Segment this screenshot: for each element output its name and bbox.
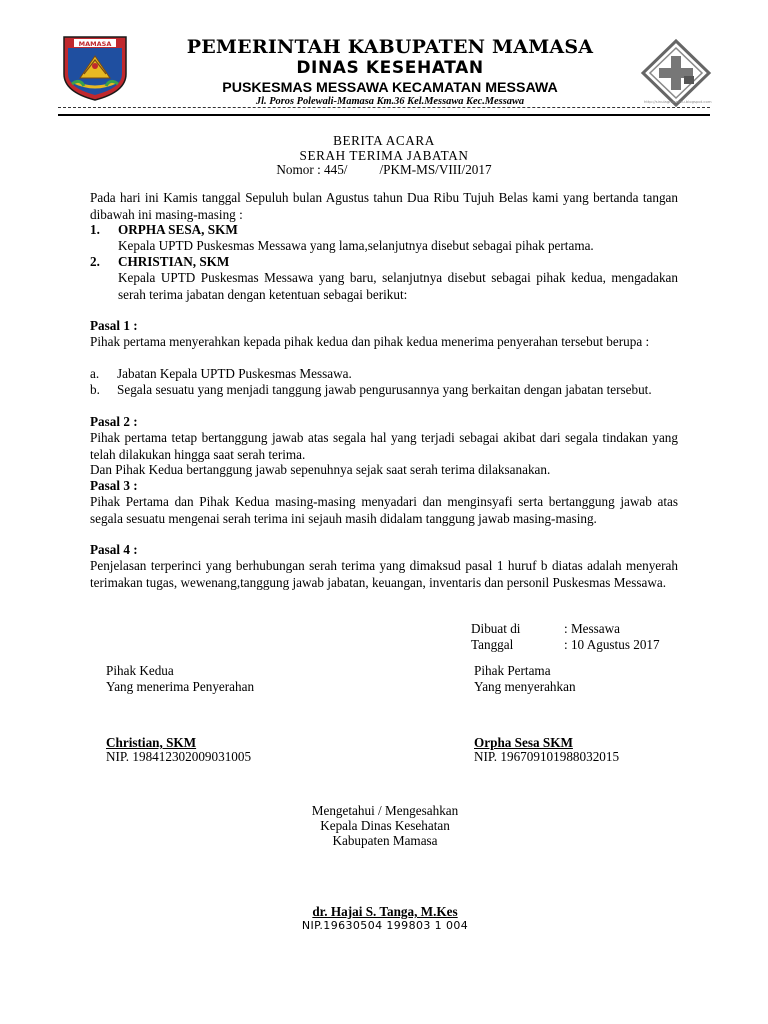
party-1-name: ORPHA SESA, SKM (118, 222, 238, 237)
document-subtitle: SERAH TERIMA JABATAN (299, 148, 469, 163)
approval-line-3: Kabupaten Mamasa (332, 833, 438, 848)
date-label: Tanggal (471, 637, 514, 652)
letterhead-puskesmas: PUSKESMAS MESSAWA KECAMATAN MESSAWA (222, 80, 558, 96)
left-signatory-name: Christian, SKM (106, 735, 197, 750)
document-title: BERITA ACARA (333, 133, 435, 148)
pasal-3-text: Pihak Pertama dan Pihak Kedua masing-masing menyadari dan menginsyafi serta bertanggung jawab atas segala sesuatu mengenai serah terima ini sejauh masih didalam tanggung jawab masing-masing. (90, 494, 678, 526)
letterhead-solid-rule (58, 114, 710, 116)
party-1-number: 1. (90, 222, 100, 237)
document-number (0, 162, 768, 179)
letterhead-department: DINAS KESEHATAN (296, 58, 484, 78)
approval-line-1: Mengetahui / Mengesahkan (311, 803, 459, 818)
made-in-value: : Messawa (564, 621, 621, 636)
pasal-1-item-b: Segala sesuatu yang menjadi tanggung jawab pengurusannya yang berkaitan dengan jabatan tersebut. (117, 382, 652, 397)
right-party-role: Pihak Pertama (474, 663, 551, 678)
pasal-2-heading: Pasal 2 : (90, 414, 138, 429)
pasal-2-text-2: Dan Pihak Kedua bertanggung jawab sepenuhnya sejak saat serah terima dilaksanakan. (90, 462, 551, 477)
party-2-description: Kepala UPTD Puskesmas Messawa yang baru, selanjutnya disebut sebagai pihak kedua, mengadakan serah terima jabatan dengan ketentuan sebagai berikut: (118, 270, 678, 302)
pasal-4-text: Penjelasan terperinci yang berhubungan serah terima yang dimaksud pasal 1 huruf b diatas adalah menyerah terimakan tugas, wewenang,tanggung jawab jabatan, keuangan, inventaris dan personil Puskesmas Messawa. (90, 558, 678, 590)
party-2-name: CHRISTIAN, SKM (118, 254, 230, 269)
document-number-prefix: Nomor : 445/ (276, 162, 348, 177)
document-number-suffix: /PKM-MS/VIII/2017 (379, 162, 492, 177)
left-party-role-2: Yang menerima Penyerahan (106, 679, 255, 694)
pasal-4-heading: Pasal 4 : (90, 542, 138, 557)
left-signatory-nip: NIP. 198412302009031005 (106, 749, 252, 764)
date-value: : 10 Agustus 2017 (564, 637, 660, 652)
pasal-1-item-a-mark: a. (90, 366, 100, 381)
pasal-1-item-b-mark: b. (90, 382, 100, 397)
right-signatory-nip: NIP. 196709101988032015 (474, 749, 620, 764)
regency-crest-icon (60, 34, 130, 102)
made-in-label: Dibuat di (471, 621, 521, 636)
health-cross-icon (640, 38, 712, 108)
approval-signatory-name: dr. Hajai S. Tanga, M.Kes (312, 904, 458, 919)
party-1-description: Kepala UPTD Puskesmas Messawa yang lama,selanjutnya disebut sebagai pihak pertama. (118, 238, 594, 253)
letterhead-government: PEMERINTAH KABUPATEN MAMASA (186, 36, 594, 58)
left-party-role: Pihak Kedua (106, 663, 174, 678)
right-party-role-2: Yang menyerahkan (474, 679, 576, 694)
pasal-1-heading: Pasal 1 : (90, 318, 138, 333)
pasal-1-text: Pihak pertama menyerahkan kepada pihak kedua dan pihak kedua menerima penyerahan tersebut berupa : (90, 334, 650, 349)
right-signatory-name: Orpha Sesa SKM (474, 735, 573, 750)
letterhead-url: http://sinulagmbahku.blogspot.com (644, 99, 712, 104)
letterhead-address: Jl. Poros Polewali-Mamasa Km.36 Kel.Messawa Kec.Messawa (255, 96, 525, 107)
party-2-number: 2. (90, 254, 100, 269)
approval-line-2: Kepala Dinas Kesehatan (320, 818, 450, 833)
pasal-2-text: Pihak pertama tetap bertanggung jawab atas segala hal yang terjadi sebagai akibat dari segala tindakan yang telah dilakukan hingga saat serah terima. (90, 430, 678, 462)
pasal-1-item-a: Jabatan Kepala UPTD Puskesmas Messawa. (117, 366, 352, 381)
svg-text:MAMASA: MAMASA (78, 40, 112, 48)
approval-signatory-nip: NIP.19630504 199803 1 004 (301, 919, 469, 932)
opening-paragraph: Pada hari ini Kamis tanggal Sepuluh bulan Agustus tahun Dua Ribu Tujuh Belas kami yang bertanda tangan dibawah ini masing-masing : (90, 190, 678, 222)
letterhead-dashed-rule (58, 107, 710, 108)
pasal-3-heading: Pasal 3 : (90, 478, 138, 493)
